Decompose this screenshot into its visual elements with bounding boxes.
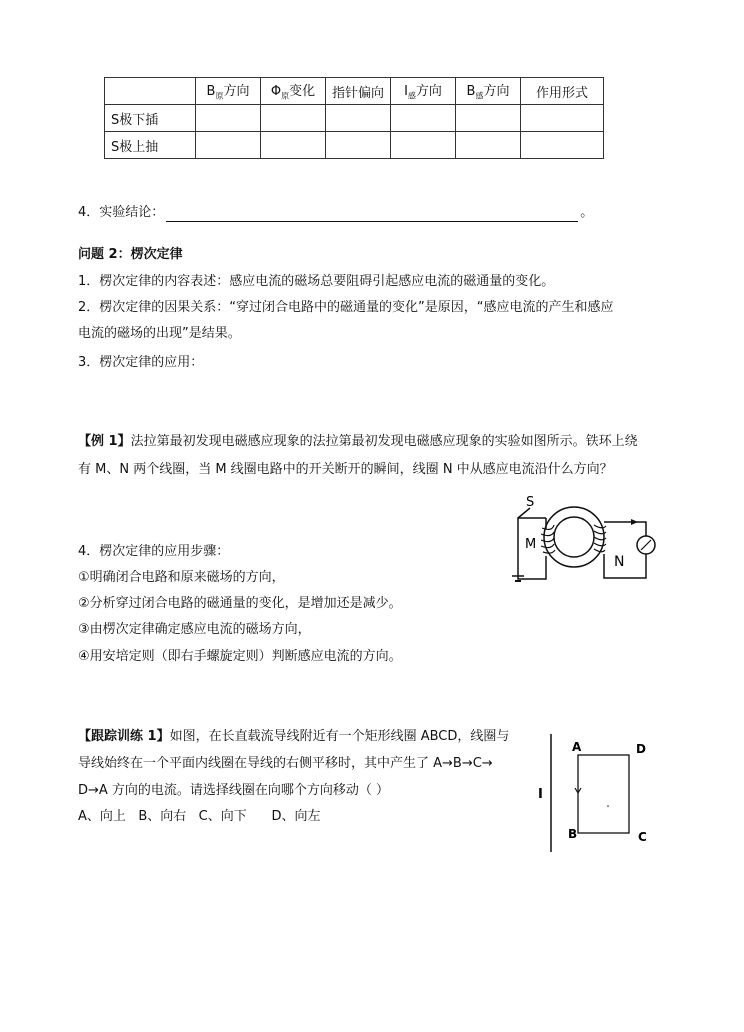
table-cell[interactable] — [261, 132, 326, 159]
current-label: I — [538, 787, 543, 802]
arrow-right-icon — [631, 519, 638, 525]
section2-p3: 3．楞次定律的应用： — [78, 355, 204, 370]
table-cell[interactable] — [391, 132, 456, 159]
header-tail: 方向 — [223, 84, 250, 100]
circuit-n-wire — [604, 554, 646, 578]
table-cell[interactable] — [456, 105, 521, 132]
header-i-induced-direction — [391, 78, 456, 105]
coil-m-label: M — [525, 537, 537, 552]
option-b[interactable]: B、向右 — [138, 809, 187, 824]
table-cell[interactable] — [196, 105, 261, 132]
header-b-induced-direction — [456, 78, 521, 105]
row-label: S极下插 — [105, 105, 196, 132]
practice1-line1 — [78, 728, 509, 746]
header-text: 作用形式 — [535, 85, 588, 101]
corner-c-label: C — [638, 830, 647, 844]
corner-b-label: B — [568, 827, 578, 841]
wire-loop-figure — [530, 730, 660, 856]
faraday-ring-figure — [506, 492, 672, 586]
header-text: B — [206, 84, 216, 100]
conclusion-label: 4．实验结论： — [78, 205, 165, 220]
header-text: 指针偏向 — [331, 85, 384, 101]
coil-n-label: N — [614, 554, 625, 570]
conclusion-blank[interactable] — [166, 208, 578, 222]
header-phi-change — [261, 78, 326, 105]
step-item: ②分析穿过闭合电路的磁通量的变化，是增加还是减少。 — [78, 596, 402, 611]
circuit-n-wire — [604, 522, 646, 536]
table-corner-cell — [105, 78, 196, 105]
header-sub: 感 — [407, 91, 416, 101]
table-cell[interactable] — [326, 105, 391, 132]
table-cell[interactable] — [326, 132, 391, 159]
step-item: ④用安培定则（即右手螺旋定则）判断感应电流的方向。 — [78, 649, 402, 664]
step-item: ③由楞次定律确定感应电流的磁场方向， — [78, 622, 311, 637]
section2-title: 问题 2：楞次定律 — [78, 247, 183, 262]
table-cell[interactable] — [521, 132, 604, 159]
option-a[interactable]: A、向上 — [78, 809, 126, 824]
header-sub: 原 — [281, 91, 290, 101]
option-c[interactable]: C、向下 — [198, 809, 247, 824]
steps-title: 4．楞次定律的应用步骤： — [78, 544, 230, 559]
example1-line2: 有 M、N 两个线圈，当 M 线圈电路中的开关断开的瞬间，线圈 N 中从感应电流沿什么方向？ — [78, 462, 613, 477]
table-row — [105, 105, 604, 132]
table-cell[interactable] — [196, 132, 261, 159]
section2-p2a: 2．楞次定律的因果关系：“穿过闭合电路中的磁通量的变化”是原因，“感应电流的产生和感应 — [78, 300, 614, 315]
corner-a-label: A — [572, 740, 582, 754]
example1-text: 法拉第最初发现电磁感应现象的法拉第最初发现电磁感应现象的实验如图所示。铁环上绕 — [130, 434, 638, 449]
header-interaction-form — [521, 78, 604, 105]
practice1-options — [78, 808, 321, 826]
section2-p2b: 电流的磁场的出现”是结果。 — [78, 326, 241, 341]
option-d[interactable]: D、向左 — [271, 809, 321, 824]
corner-d-label: D — [636, 742, 646, 756]
header-text: I — [404, 84, 408, 100]
example1-line1 — [78, 433, 638, 451]
header-tail: 方向 — [483, 84, 510, 100]
header-text: Φ — [270, 84, 282, 100]
section2-p1: 1．楞次定律的内容表述：感应电流的磁场总要阻碍引起感应电流的磁通量的变化。 — [78, 274, 555, 289]
coil-m-icon — [541, 525, 555, 553]
header-tail: 变化 — [289, 84, 316, 100]
header-text: B — [466, 84, 476, 100]
header-b-orig-direction — [196, 78, 261, 105]
header-sub: 感 — [475, 91, 484, 101]
table-cell[interactable] — [456, 132, 521, 159]
iron-ring-icon — [554, 517, 594, 557]
conclusion-end: 。 — [580, 205, 594, 220]
table-row — [105, 132, 604, 159]
table-header-row — [105, 78, 604, 105]
step-item: ①明确闭合电路和原来磁场的方向， — [78, 570, 285, 585]
rectangular-loop — [578, 755, 629, 833]
practice1-line2: 导线始终在一个平面内线圈在导线的右侧平移时，其中产生了 A→B→C→ — [78, 756, 493, 771]
header-tail: 方向 — [415, 84, 442, 100]
center-dot-icon — [607, 805, 609, 807]
switch-label: S — [526, 495, 535, 510]
table-cell[interactable] — [261, 105, 326, 132]
header-sub: 原 — [215, 91, 224, 101]
table-cell[interactable] — [521, 105, 604, 132]
practice1-line3: D→A 方向的电流。请选择线圈在向哪个方向移动（ ） — [78, 783, 390, 798]
experiment-table — [104, 77, 604, 159]
row-label: S极上抽 — [105, 132, 196, 159]
header-needle-deflection — [326, 78, 391, 105]
practice1-text: 如图，在长直载流导线附近有一个矩形线圈 ABCD，线圈与 — [169, 729, 510, 744]
conclusion-line — [78, 204, 593, 222]
table-cell[interactable] — [391, 105, 456, 132]
practice1-tag: 【跟踪训练 1】 — [78, 729, 170, 744]
example1-tag: 【例 1】 — [78, 434, 131, 449]
